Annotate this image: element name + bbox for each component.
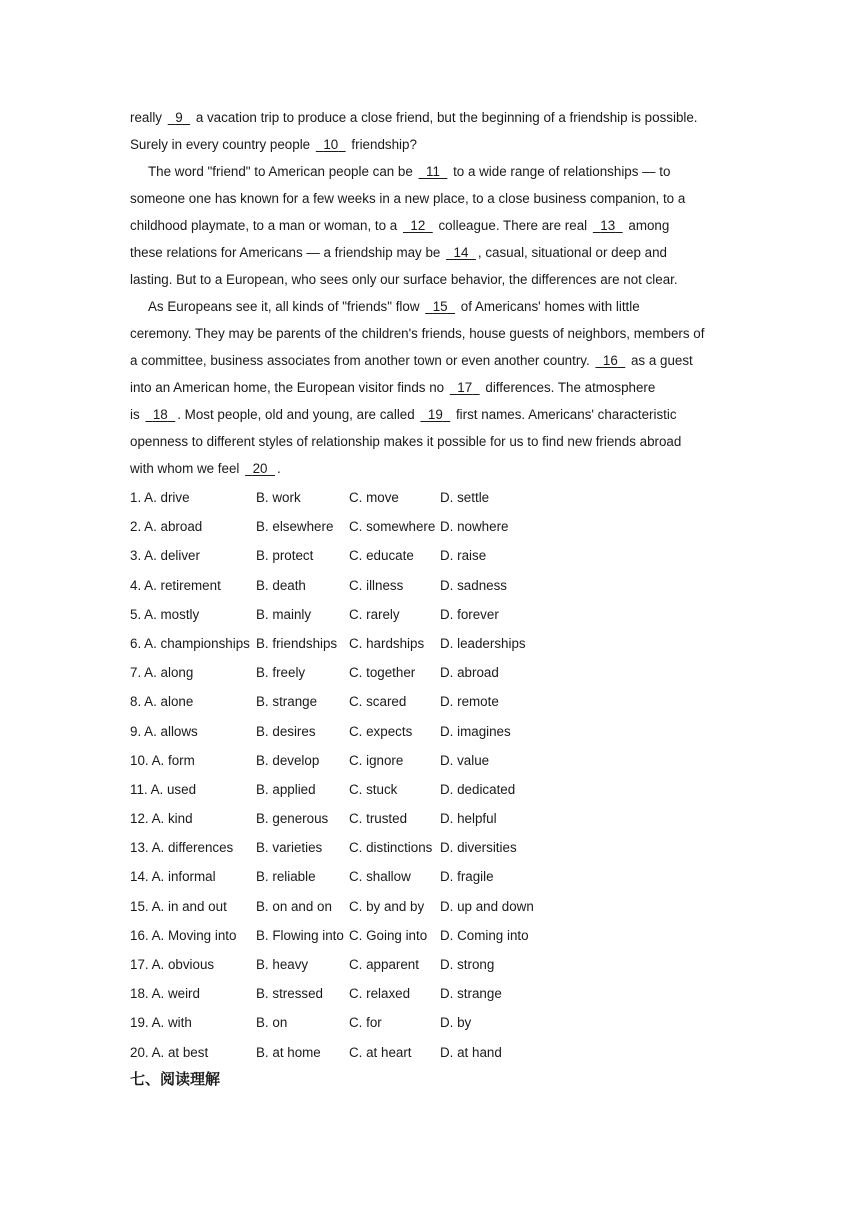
passage-line (130, 158, 740, 185)
passage-line (130, 266, 740, 293)
passage-text: someone one has known for a few weeks in a new place, to a close business companion, to a (130, 191, 686, 206)
passage-text: to a wide range of relationships — to (449, 164, 671, 179)
blank-19: 19 (427, 407, 443, 422)
option-b: B. on (256, 1015, 288, 1031)
option-a: 17. A. obvious (130, 957, 215, 972)
option-d: D. Coming into (440, 927, 529, 943)
option-a: 6. A. championships (130, 635, 250, 651)
option-d: D. settle (440, 490, 490, 505)
passage-line (130, 185, 740, 212)
option-b: B. applied (256, 781, 316, 797)
blank-16: 16 (602, 353, 618, 368)
option-c: C. ignore (349, 752, 404, 768)
option-row (130, 571, 750, 600)
option-d: D. helpful (440, 811, 497, 827)
option-a: 5. A. mostly (130, 606, 200, 622)
option-d: D. remote (440, 694, 499, 710)
passage-text: of Americans' homes with little (457, 299, 640, 314)
option-b: B. heavy (256, 957, 309, 972)
passage-text: . (276, 461, 281, 476)
option-c: C. Going into (349, 927, 428, 943)
option-c: C. relaxed (349, 986, 411, 1002)
option-c: C. rarely (349, 606, 400, 622)
option-a: 20. A. at best (130, 1044, 209, 1060)
option-c: C. by and by (349, 898, 425, 914)
option-a: 8. A. alone (130, 694, 194, 710)
option-a: 11. A. used (130, 781, 197, 797)
option-b: B. stressed (256, 986, 323, 1002)
option-a: 10. A. form (130, 752, 195, 768)
option-b: B. protect (256, 548, 314, 564)
passage-line (130, 131, 740, 158)
option-row (130, 483, 750, 512)
option-d: D. strong (440, 957, 495, 972)
option-a: 16. A. Moving into (130, 927, 237, 943)
option-c: C. shallow (349, 869, 411, 885)
option-b: B. desires (256, 723, 316, 739)
option-a: 9. A. allows (130, 723, 198, 739)
option-b: B. varieties (256, 840, 323, 856)
option-b: B. at home (256, 1044, 321, 1060)
option-d: D. dedicated (440, 781, 516, 797)
option-c: C. educate (349, 548, 414, 564)
option-row (130, 1038, 750, 1067)
passage-line (130, 293, 740, 320)
passage-text: a committee, business associates from another town or even another country. (130, 353, 594, 368)
option-c: C. scared (349, 694, 407, 710)
passage-text: . Most people, old and young, are called (177, 407, 419, 422)
option-c: C. at heart (349, 1044, 412, 1060)
passage-text: The word "friend" to American people can be (148, 164, 417, 179)
option-c: C. together (349, 665, 416, 681)
passage-text: really (130, 110, 166, 125)
passage-line (130, 401, 740, 428)
blank-20: 20 (252, 461, 268, 476)
option-b: B. on and on (256, 898, 332, 914)
passage-text: a vacation trip to produce a close friend, but the beginning of a friendship is possible. (192, 110, 698, 125)
option-d: D. abroad (440, 665, 499, 681)
option-c: C. move (349, 490, 399, 505)
option-c: C. for (349, 1015, 382, 1031)
option-a: 15. A. in and out (130, 898, 227, 914)
section-title: 七、阅读理解 (130, 1070, 221, 1088)
answer-options (130, 483, 750, 1067)
option-c: C. hardships (349, 635, 425, 651)
passage-line (130, 104, 740, 131)
option-d: D. up and down (440, 898, 534, 914)
option-d: D. fragile (440, 869, 494, 885)
option-row (130, 512, 750, 541)
option-b: B. freely (256, 665, 306, 681)
passage-text: these relations for Americans — a friendship may be (130, 245, 445, 260)
option-row (130, 541, 750, 570)
option-a: 12. A. kind (130, 811, 193, 827)
option-row (130, 746, 750, 775)
option-row (130, 804, 750, 833)
option-a: 7. A. along (130, 665, 194, 681)
passage-line (130, 239, 740, 266)
option-row (130, 1008, 750, 1037)
passage-text: into an American home, the European visitor finds no (130, 380, 448, 395)
passage-text: colleague. There are real (434, 218, 591, 233)
option-row (130, 833, 750, 862)
option-row (130, 775, 750, 804)
option-row (130, 629, 750, 658)
option-a: 3. A. deliver (130, 548, 200, 564)
option-b: B. elsewhere (256, 519, 334, 535)
passage-text: is (130, 407, 144, 422)
option-c: C. illness (349, 577, 404, 593)
option-b: B. death (256, 577, 306, 593)
option-c: C. apparent (349, 957, 419, 972)
option-d: D. forever (440, 606, 499, 622)
option-c: C. distinctions (349, 840, 433, 856)
blank-17: 17 (457, 380, 473, 395)
passage-line (130, 347, 740, 374)
option-d: D. leaderships (440, 635, 526, 651)
option-b: B. develop (256, 752, 320, 768)
blank-18: 18 (152, 407, 168, 422)
blank-13: 13 (600, 218, 616, 233)
option-b: B. work (256, 490, 301, 505)
option-c: C. trusted (349, 811, 408, 827)
passage-text: friendship? (347, 137, 417, 152)
passage-text: first names. Americans' characteristic (452, 407, 677, 422)
option-row (130, 950, 750, 979)
option-d: D. diversities (440, 840, 517, 856)
passage-line (130, 320, 740, 347)
blank-15: 15 (432, 299, 448, 314)
passage-text: as a guest (627, 353, 693, 368)
option-b: B. Flowing into (256, 927, 344, 943)
option-row (130, 921, 750, 950)
option-b: B. reliable (256, 869, 316, 885)
passage-text: openness to different styles of relationship makes it possible for us to find new friends abroad (130, 434, 682, 449)
option-b: B. mainly (256, 606, 312, 622)
option-b: B. friendships (256, 635, 338, 651)
option-row (130, 658, 750, 687)
passage-text: differences. The atmosphere (481, 380, 656, 395)
option-row (130, 687, 750, 716)
option-c: C. stuck (349, 781, 398, 797)
blank-11: 11 (426, 164, 440, 179)
option-row (130, 892, 750, 921)
blank-9: 9 (175, 110, 183, 125)
option-a: 2. A. abroad (130, 519, 203, 535)
option-b: B. strange (256, 694, 318, 710)
blank-14: 14 (453, 245, 469, 260)
option-a: 14. A. informal (130, 869, 216, 885)
option-d: D. at hand (440, 1044, 502, 1060)
passage-line (130, 455, 740, 482)
blank-10: 10 (323, 137, 339, 152)
option-d: D. raise (440, 548, 487, 564)
passage-text: lasting. But to a European, who sees only our surface behavior, the differences are not clear. (130, 272, 678, 287)
option-a: 13. A. differences (130, 840, 234, 856)
option-d: D. sadness (440, 577, 507, 593)
passage-text: ceremony. They may be parents of the children's friends, house guests of neighbors, members of (130, 326, 705, 341)
option-row (130, 979, 750, 1008)
passage-text: among (624, 218, 670, 233)
option-row (130, 717, 750, 746)
blank-12: 12 (410, 218, 426, 233)
passage-text: , casual, situational or deep and (477, 245, 667, 260)
option-row (130, 862, 750, 891)
option-b: B. generous (256, 811, 329, 827)
passage-line (130, 428, 740, 455)
option-d: D. nowhere (440, 519, 509, 535)
option-c: C. expects (349, 723, 413, 739)
option-a: 19. A. with (130, 1015, 192, 1031)
passage-line (130, 374, 740, 401)
option-a: 1. A. drive (130, 490, 190, 505)
passage-text: with whom we feel (130, 461, 244, 476)
option-c: C. somewhere (349, 519, 436, 535)
option-d: D. strange (440, 986, 502, 1002)
passage-text: Surely in every country people (130, 137, 314, 152)
option-d: D. by (440, 1015, 472, 1031)
cloze-passage (130, 104, 740, 482)
passage-text: As Europeans see it, all kinds of "friends" flow (148, 299, 424, 314)
option-a: 18. A. weird (130, 986, 200, 1002)
passage-line (130, 212, 740, 239)
passage-text: childhood playmate, to a man or woman, to a (130, 218, 401, 233)
option-a: 4. A. retirement (130, 577, 221, 593)
option-d: D. value (440, 752, 490, 768)
option-row (130, 600, 750, 629)
option-d: D. imagines (440, 723, 511, 739)
